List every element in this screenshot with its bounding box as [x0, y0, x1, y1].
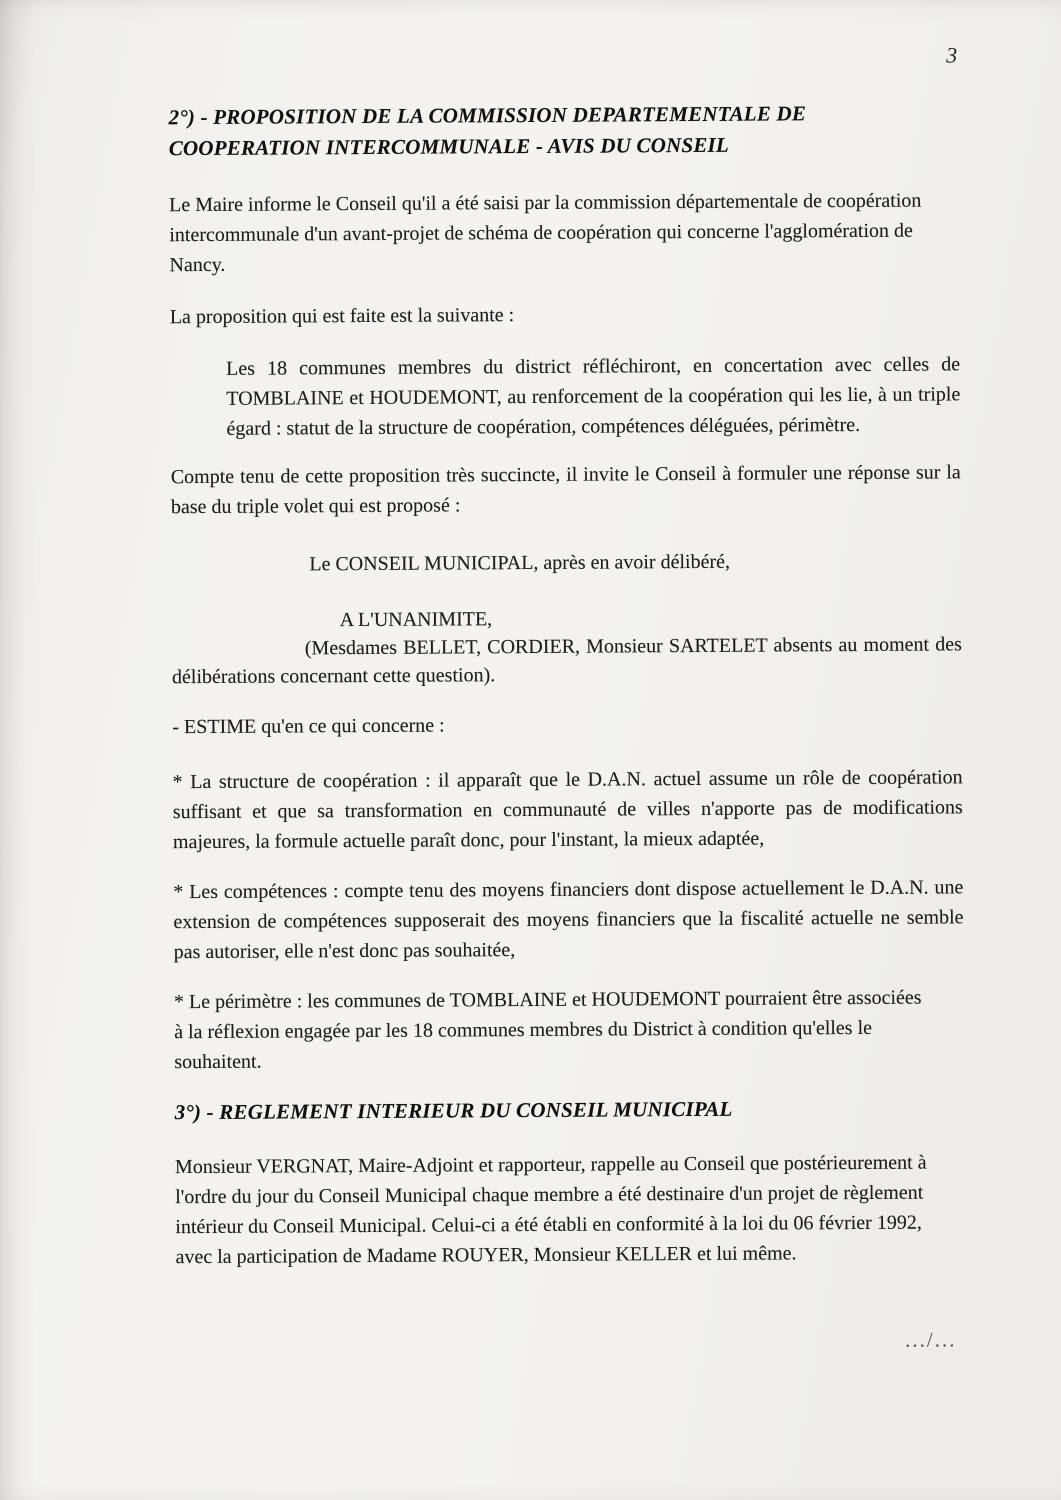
paragraph-18-communes: Les 18 communes membres du district réfléchiront, en concertation avec celles de TOMBLAINE et HOUDEMONT, au renforcement de la coopération qui les lie, à un triple égard : statut de la structure de coopération, compétences déléguées, périmètre.: [226, 353, 961, 440]
section-2-heading-line-2: COOPERATION INTERCOMMUNALE - AVIS DU CONSEIL: [168, 132, 729, 161]
paragraph-estime: - ESTIME qu'en ce qui concerne :: [172, 714, 445, 739]
paragraph-vergnat: Monsieur VERGNAT, Maire-Adjoint et rapporteur, rappelle au Conseil que postérieurement à l'ordre du jour du Conseil Municipal chaque membre a été destinaire d'un projet de règlement intérieur du Conseil Municipal. Celui-ci a été établi en conformité à la loi du 06 février 1992, avec la participation de Madame ROUYER, Monsieur KELLER et lui même.: [174, 1151, 927, 1269]
text-column: [168, 0, 966, 1272]
paragraph-maire-informe: Le Maire informe le Conseil qu'il a été saisi par la commission départementale de coopération intercommunale d'un avant-projet de schéma de coopération qui concerne l'agglomération de Nancy.: [169, 189, 922, 277]
section-3-heading: 3°) - REGLEMENT INTERIEUR DU CONSEIL MUNICIPAL: [174, 1096, 733, 1125]
continuation-mark: .../...: [904, 1327, 957, 1352]
line-conseil-municipal: Le CONSEIL MUNICIPAL, après en avoir délibéré,: [309, 550, 731, 576]
paragraph-structure-cooperation: * La structure de coopération : il apparaît que le D.A.N. actuel assume un rôle de coopération suffisant et que sa transformation en communauté de villes n'apporte pas de modifications majeures, la formule actuelle paraît donc, pour l'instant, la mieux adaptée,: [172, 766, 963, 854]
page-number: 3: [946, 42, 958, 68]
paragraph-competences: * Les compétences : compte tenu des moyens financiers dont dispose actuellement le D.A.N. une extension de compétences supposerait des moyens financiers que la fiscalité actuelle ne semble pas autoriser, elle n'est donc pas souhaitée,: [173, 876, 964, 964]
paragraph-perimetre: * Le périmètre : les communes de TOMBLAINE et HOUDEMONT pourraient être associées à la réflexion engagée par les 18 communes membres du District à condition qu'elles le souhaitent.: [173, 986, 922, 1074]
paragraph-absents: (Mesdames BELLET, CORDIER, Monsieur SARTELET absents au moment des délibérations concernant cette question).: [171, 633, 962, 689]
line-unanimite: A L'UNANIMITE,: [339, 608, 493, 632]
section-2-heading: [168, 97, 958, 164]
paragraph-compte-tenu: Compte tenu de cette proposition très succincte, il invite le Conseil à formuler une réponse sur la base du triple volet qui est proposé :: [170, 461, 961, 519]
section-2-heading-line-1: 2°) - PROPOSITION DE LA COMMISSION DEPARTEMENTALE DE: [168, 101, 807, 130]
paragraph-proposition: La proposition qui est faite est la suivante :: [169, 304, 515, 329]
